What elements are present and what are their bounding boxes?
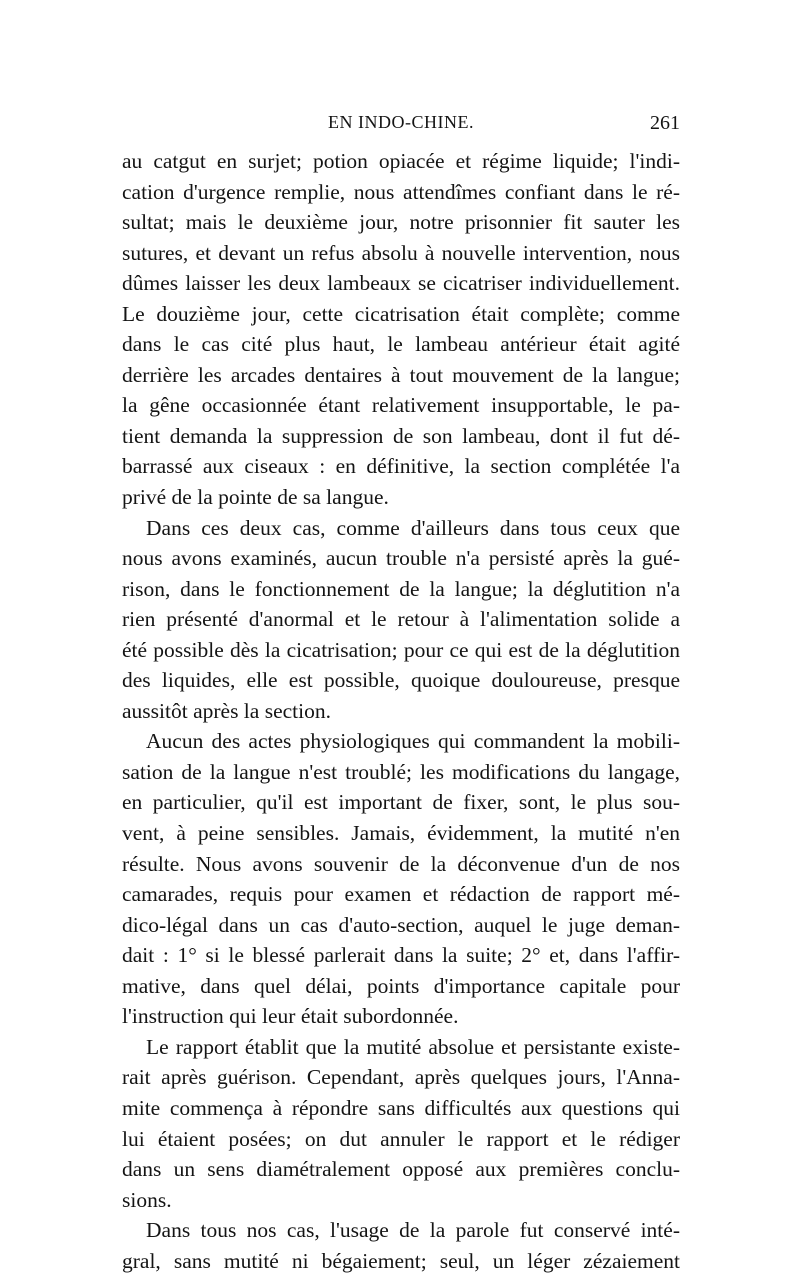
text-line: dico-légal dans un cas d'auto-section, auquel le juge deman- (122, 912, 680, 937)
body-text (122, 146, 680, 1276)
text-line: nous avons examinés, aucun trouble n'a persisté après la gué- (122, 546, 680, 571)
text-line: résulte. Nous avons souvenir de la déconvenue d'un de nos (122, 851, 680, 876)
text-line: la gêne occasionnée étant relativement insupportable, le pa- (122, 393, 680, 418)
text-line: aussitôt après la section. (122, 698, 331, 723)
text-line: Dans ces deux cas, comme d'ailleurs dans tous ceux que (146, 515, 680, 540)
text-line: camarades, requis pour examen et rédaction de rapport mé- (122, 882, 680, 907)
text-line: rison, dans le fonctionnement de la langue; la déglutition n'a (122, 576, 680, 601)
text-line: vent, à peine sensibles. Jamais, évidemment, la mutité n'en (122, 821, 680, 846)
text-line: dans un sens diamétralement opposé aux premières conclu- (122, 1157, 680, 1182)
text-line: dait : 1° si le blessé parlerait dans la suite; 2° et, dans l'affir- (122, 943, 680, 968)
text-line: Dans tous nos cas, l'usage de la parole fut conservé inté- (146, 1218, 680, 1243)
text-line: sation de la langue n'est troublé; les modifications du langage, (122, 759, 680, 784)
text-line: derrière les arcades dentaires à tout mouvement de la langue; (122, 362, 680, 387)
text-line: sultat; mais le deuxième jour, notre prisonnier fit sauter les (122, 210, 680, 235)
text-line: mative, dans quel délai, points d'importance capitale pour (122, 973, 680, 998)
text-line: l'instruction qui leur était subordonnée. (122, 1004, 459, 1029)
text-line: au catgut en surjet; potion opiacée et régime liquide; l'indi- (122, 149, 680, 173)
text-line: dans le cas cité plus haut, le lambeau antérieur était agité (122, 332, 680, 357)
text-line: sutures, et devant un refus absolu à nouvelle intervention, nous (122, 240, 680, 265)
text-line: dûmes laisser les deux lambeaux se cicatriser individuellement. (122, 271, 680, 296)
running-title: EN INDO-CHINE. (328, 112, 474, 132)
text-line: privé de la pointe de sa langue. (122, 485, 389, 510)
text-line: été possible dès la cicatrisation; pour ce qui est de la déglutition (122, 637, 680, 662)
text-line: rien présenté d'anormal et le retour à l'alimentation solide a (122, 607, 680, 632)
text-line: tient demanda la suppression de son lambeau, dont il fut dé- (122, 423, 680, 448)
text-line: en particulier, qu'il est important de fixer, sont, le plus sou- (122, 790, 680, 815)
text-line: sions. (122, 1187, 172, 1212)
text-line: des liquides, elle est possible, quoique douloureuse, presque (122, 668, 680, 693)
page-number: 261 (650, 112, 680, 134)
text-line: cation d'urgence remplie, nous attendîmes confiant dans le ré- (122, 179, 680, 204)
text-line: Aucun des actes physiologiques qui commandent la mobili- (146, 729, 680, 754)
running-head (122, 112, 680, 142)
text-line: gral, sans mutité ni bégaiement; seul, un léger zézaiement (122, 1248, 680, 1273)
text-line: mite commença à répondre sans difficultés aux questions qui (122, 1095, 680, 1120)
text-line: Le rapport établit que la mutité absolue et persistante existe- (146, 1034, 680, 1059)
text-line: Le douzième jour, cette cicatrisation était complète; comme (122, 301, 680, 326)
text-line: lui étaient posées; on dut annuler le rapport et le rédiger (122, 1126, 680, 1151)
text-line: rait après guérison. Cependant, après quelques jours, l'Anna- (122, 1065, 680, 1090)
text-line: barrassé aux ciseaux : en définitive, la section complétée l'a (122, 454, 680, 479)
